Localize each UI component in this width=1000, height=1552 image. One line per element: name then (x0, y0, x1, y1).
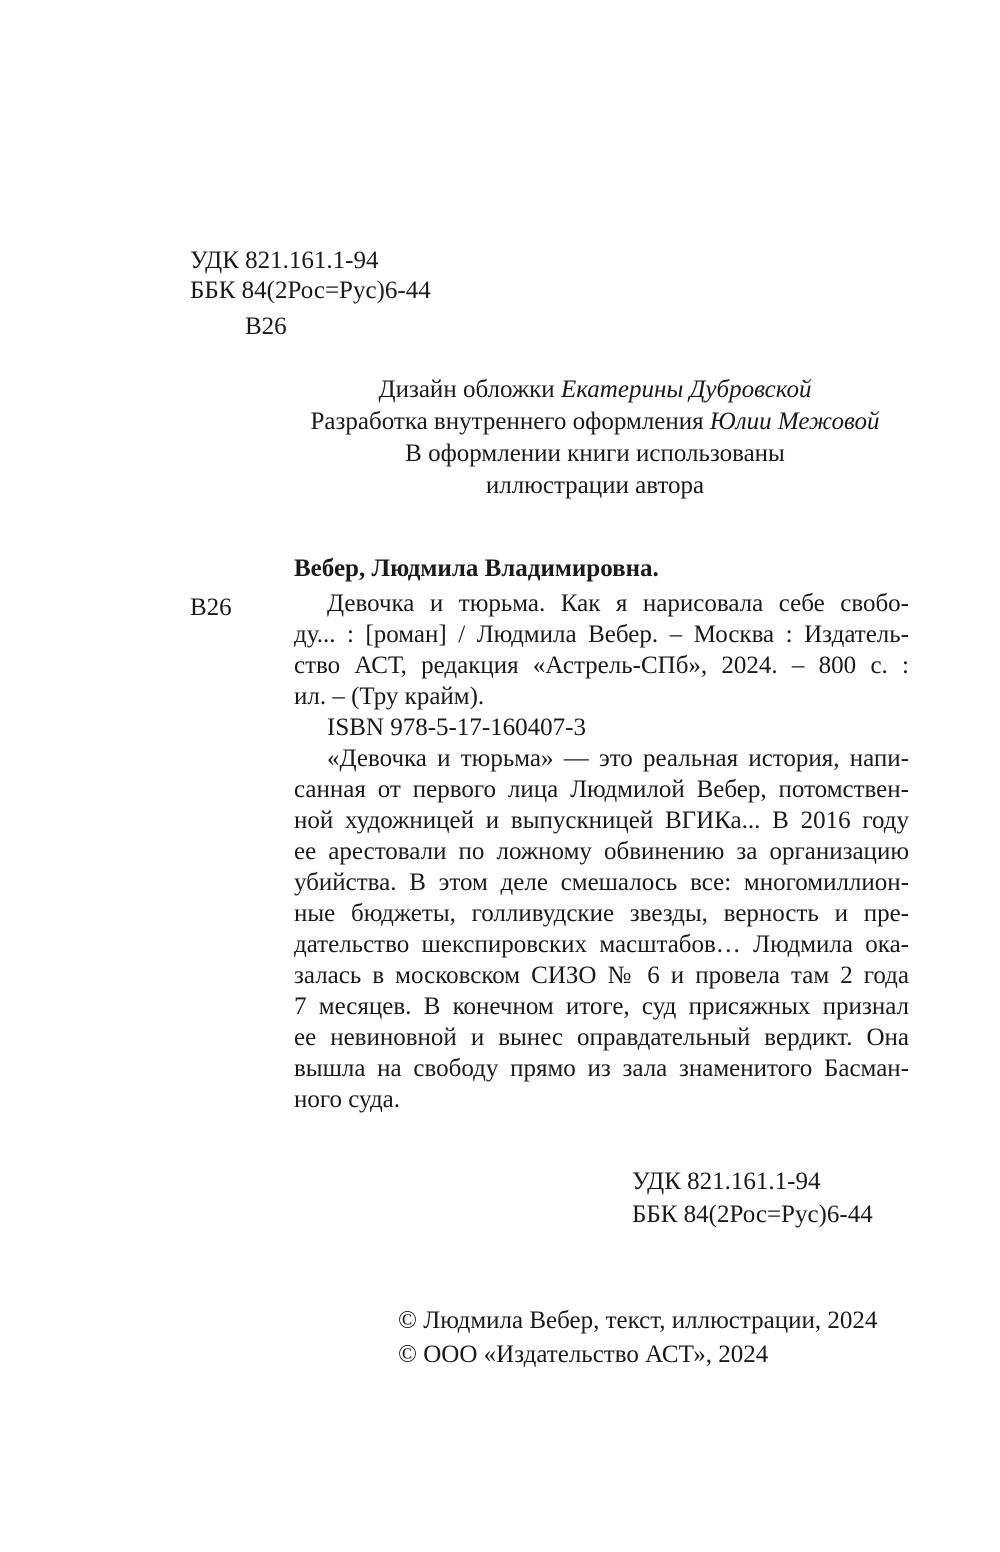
annotation-line: «Девочка и тюрьма» — это реальная история, напи- (327, 745, 909, 772)
top-classification-codes (190, 246, 431, 306)
isbn: ISBN 978-5-17-160407-3 (327, 714, 587, 741)
illustrations-note-line1: В оформлении книги использованы (405, 440, 785, 467)
design-credits (190, 374, 1000, 502)
copyright-notice (398, 1304, 877, 1372)
author-sign-top: В26 (245, 313, 287, 340)
copyright-publisher: © ООО «Издательство АСТ», 2024 (398, 1341, 769, 1368)
cover-designer-name: Екатерины Дубровской (560, 376, 812, 403)
bibliographic-line: ду... : [роман] / Людмила Вебер. – Москва : Издатель- (294, 621, 909, 648)
interior-design-label: Разработка внутреннего оформления (310, 408, 710, 435)
annotation-line: залась в московском СИЗО № 6 и провела там 2 года (294, 962, 909, 989)
annotation-line: 7 месяцев. В конечном итоге, суд присяжных признал (294, 993, 909, 1020)
udk-code: УДК 821.161.1-94 (632, 1168, 821, 1195)
bibliographic-line: Девочка и тюрьма. Как я нарисовала себе свобо- (327, 590, 909, 617)
cover-design-credit (190, 374, 1000, 406)
annotation-line: вышла на свободу прямо из зала знаменитого Басман- (294, 1055, 909, 1082)
annotation-line: ной художницей и выпускницей ВГИКа... В 2016 году (294, 807, 909, 834)
annotation-line: ного суда. (294, 1086, 401, 1113)
illustrations-note-line2: иллюстрации автора (485, 472, 705, 499)
udk-code: УДК 821.161.1-94 (190, 247, 379, 274)
annotation-line: убийства. В этом деле смешалось все: многомиллион- (294, 869, 909, 896)
annotation-line: ее невиновной и вынес оправдательный вердикт. Она (294, 1024, 909, 1051)
interior-design-credit (190, 406, 1000, 438)
annotation-line: дательство шекспировских масштабов… Людмила ока- (294, 931, 909, 958)
bbk-code: ББК 84(2Рос=Рус)6-44 (190, 277, 431, 304)
bibliographic-line: ство АСТ, редакция «Астрель-СПб», 2024. – 800 с. : (294, 652, 909, 679)
interior-designer-name: Юлии Межовой (709, 408, 880, 435)
annotation-line: ее арестовали по ложному обвинению за организацию (294, 838, 909, 865)
annotation-line: ные бюджеты, голливудские звезды, верность и пре- (294, 900, 909, 927)
author-sign-side: В26 (190, 594, 232, 621)
cover-design-label: Дизайн обложки (378, 376, 561, 403)
copyright-author: © Людмила Вебер, текст, иллюстрации, 2024 (398, 1307, 878, 1334)
annotation-line: санная от первого лица Людмилой Вебер, потомствен- (294, 776, 909, 803)
bottom-classification-codes (632, 1165, 873, 1231)
bibliographic-line: ил. – (Тру крайм). (294, 683, 485, 710)
bbk-code: ББК 84(2Рос=Рус)6-44 (632, 1201, 873, 1228)
bibliographic-description (294, 588, 909, 1115)
author-heading: Вебер, Людмила Владимировна. (294, 555, 659, 582)
